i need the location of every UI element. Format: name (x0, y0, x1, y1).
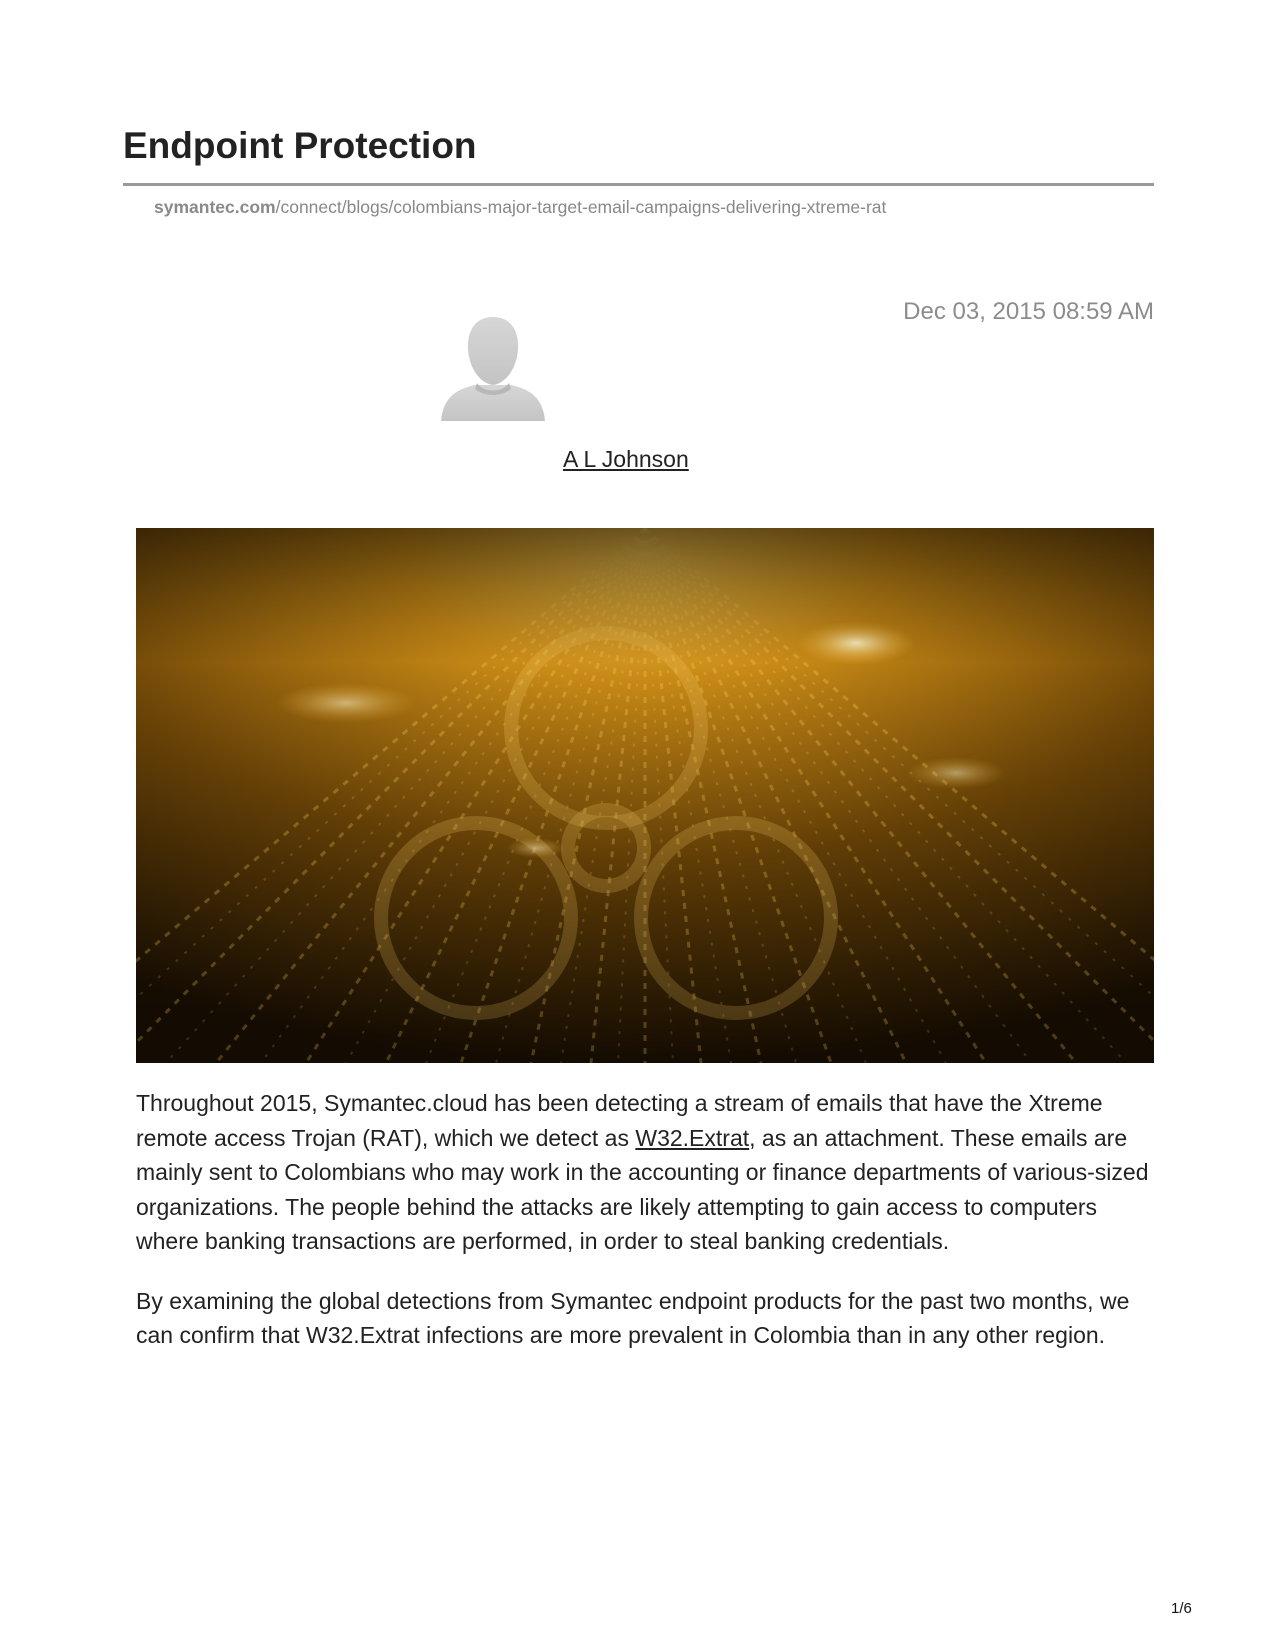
author-link[interactable]: A L Johnson (563, 446, 689, 472)
post-date: Dec 03, 2015 08:59 AM (903, 298, 1154, 325)
title-divider (123, 183, 1154, 186)
article-paragraph: By examining the global detections from Symantec endpoint products for the past two months, we can confirm that W32.Extrat infections are more prevalent in Colombia than in any other region. (136, 1287, 1130, 1348)
w32-extrat-link[interactable]: W32.Extrat (635, 1124, 750, 1151)
hero-image (136, 528, 1154, 1063)
source-url-path: /connect/blogs/colombians-major-target-email-campaigns-delivering-xtreme-rat (275, 197, 887, 217)
source-url-domain: symantec.com (154, 197, 276, 217)
source-url (154, 197, 886, 218)
page-title: Endpoint Protection (123, 125, 477, 166)
article-paragraph: Throughout 2015, Symantec.cloud has been detecting a stream of emails that have the Xtreme remote access Trojan (RAT), which we detect as W32.Extrat, as an attachment. These emails are mainly sent to Colombians who may work in the accounting or finance departments of various-sized organizations. The people behind the attacks are likely attempting to gain access to computers where banking transactions are performed, in order to steal banking credentials. (136, 1090, 1149, 1254)
article-body (136, 1086, 1160, 1378)
page-number: 1/6 (1171, 1600, 1192, 1617)
user-silhouette-icon (439, 313, 547, 421)
